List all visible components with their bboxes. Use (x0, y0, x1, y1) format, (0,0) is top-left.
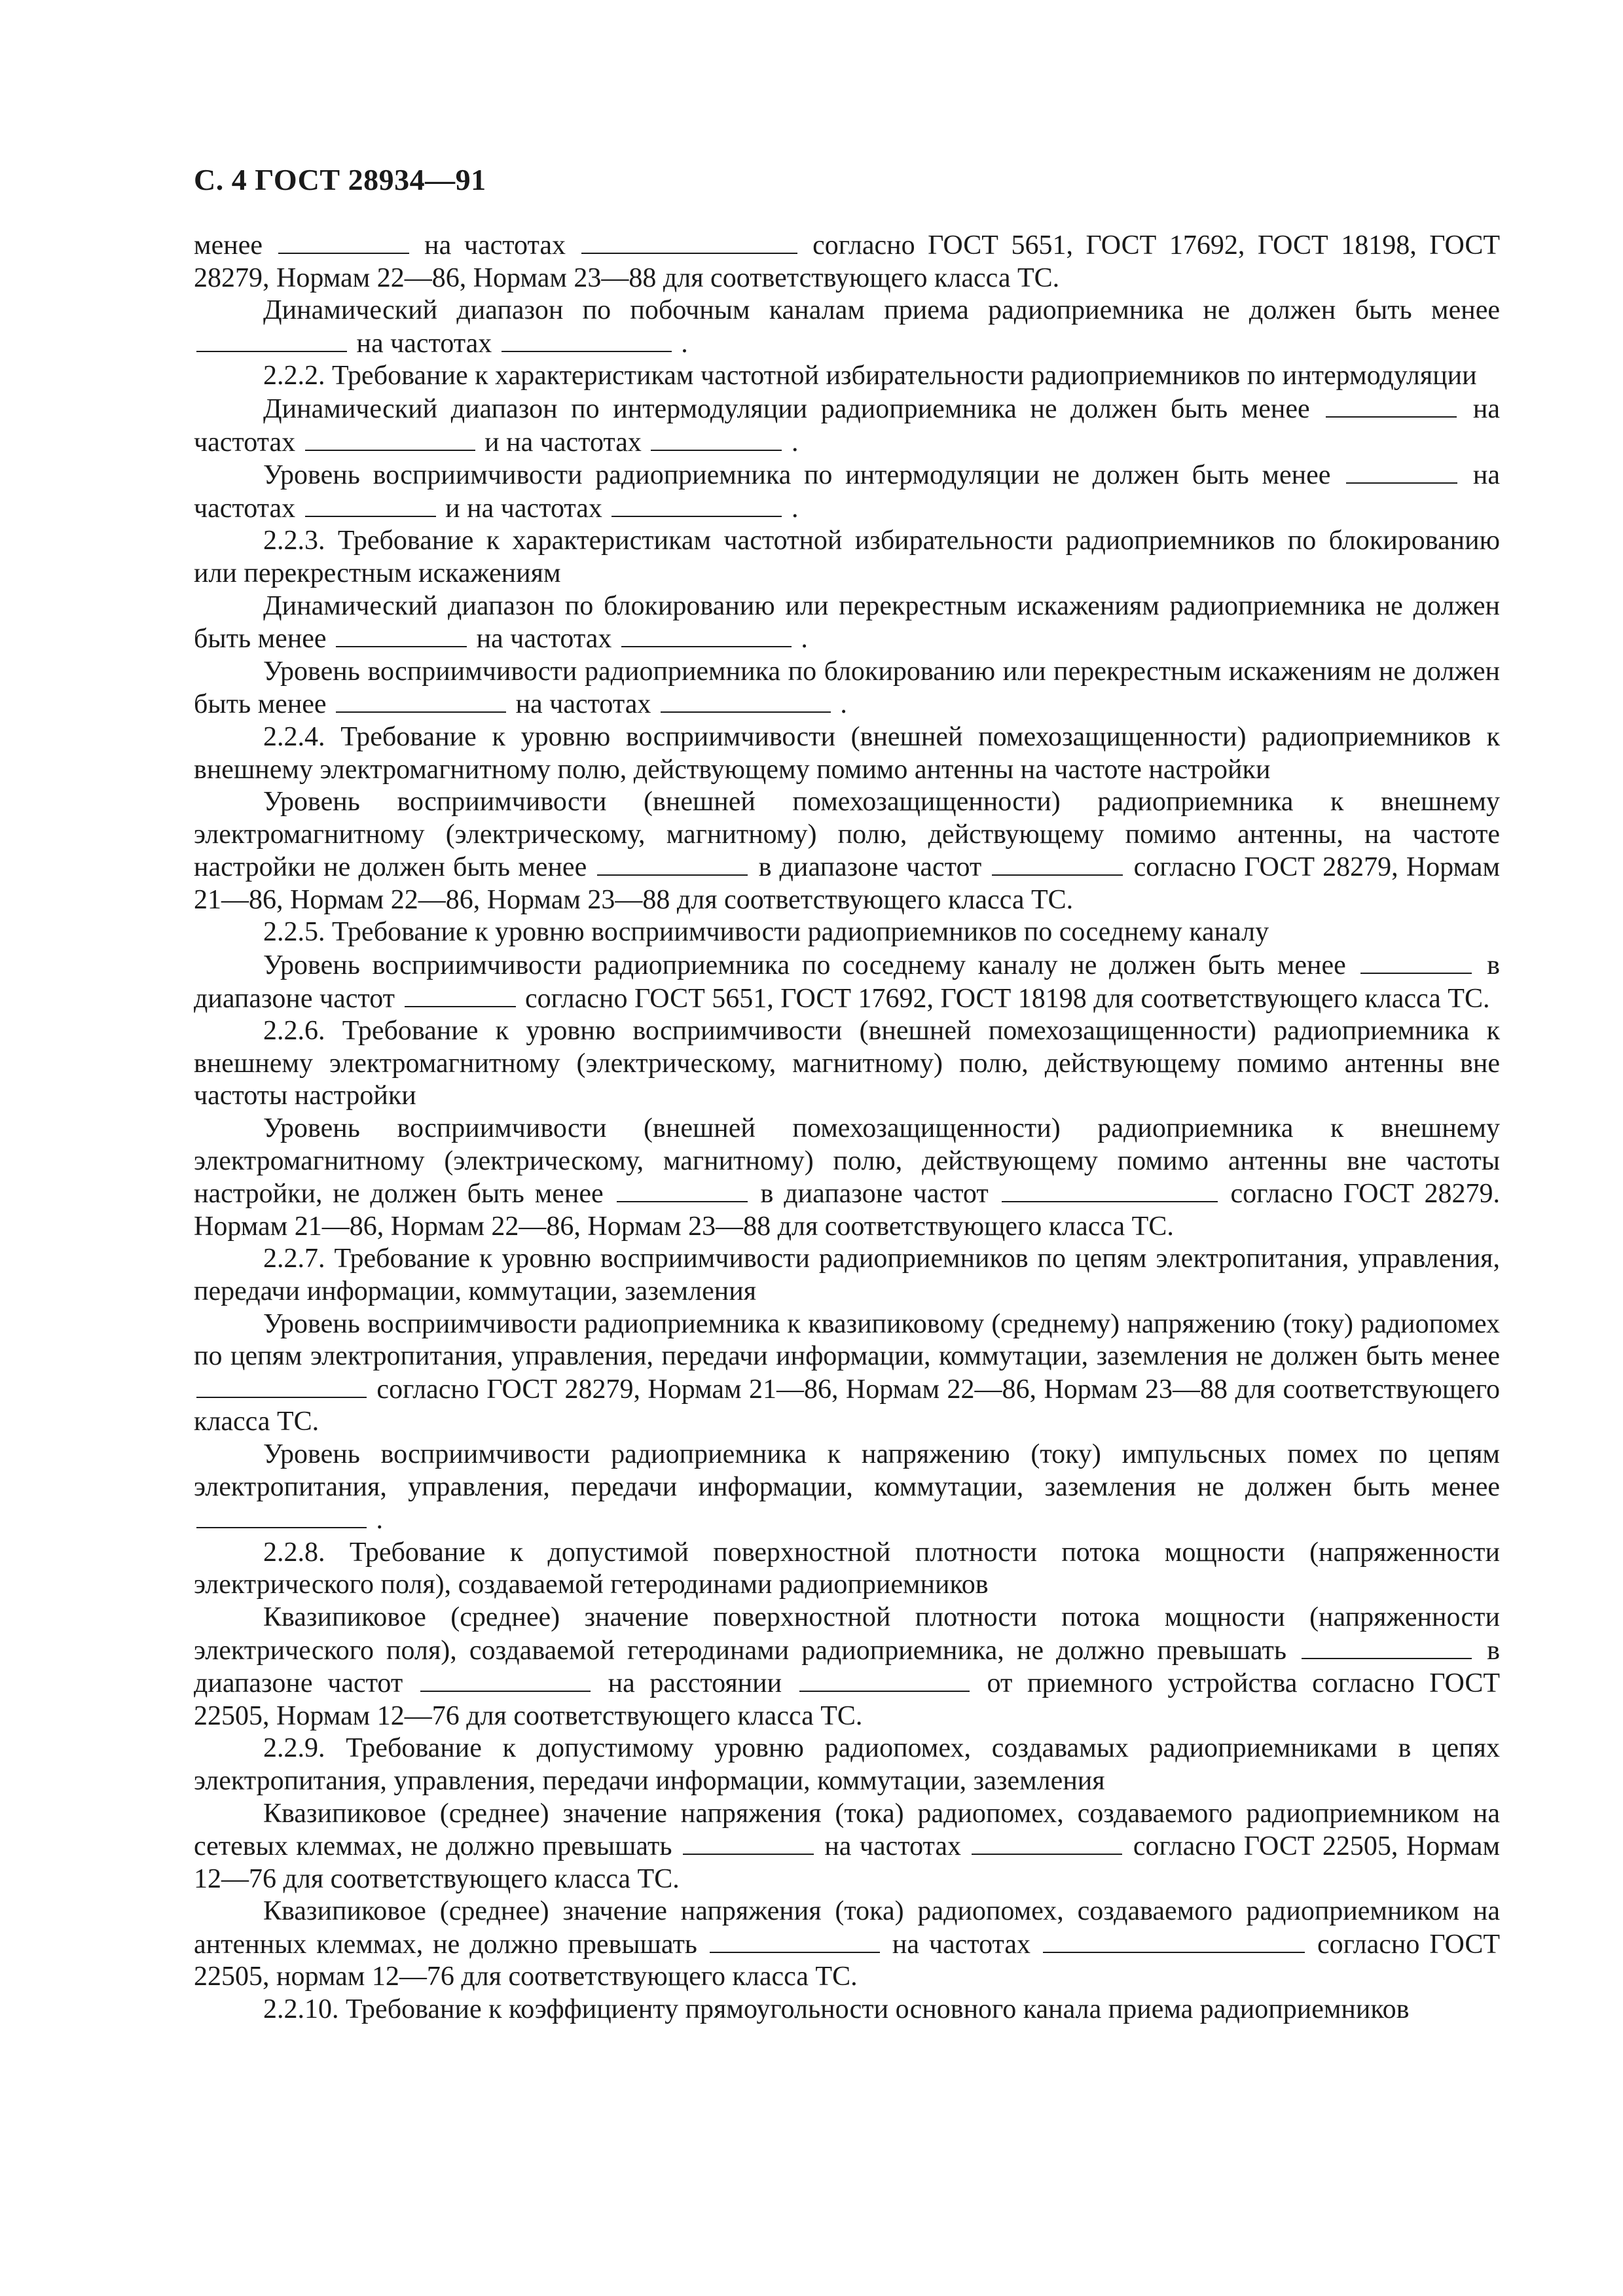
fill-blank[interactable] (336, 688, 506, 713)
section-heading: 2.2.10. Требование к коэффициенту прямоугольности основного канала приема радиоприемников (263, 1994, 1410, 2025)
paragraph: Уровень восприимчивости радиоприемника по соседнему каналу не должен быть менее в диапазоне частот согласно ГОСТ 5651, ГОСТ 17692, ГОСТ 18198 для соответствующего класса ТС. (194, 950, 1501, 1014)
fill-blank[interactable] (501, 327, 672, 352)
section-heading: 2.2.9. Требование к допустимому уровню радиопомех, создавамых радиоприемниками в цепях электропитания, управления, передачи информации, коммутации, заземления (194, 1733, 1500, 1796)
fill-blank[interactable] (1302, 1634, 1472, 1659)
fill-blank[interactable] (972, 1830, 1122, 1855)
section-heading: 2.2.2. Требование к характеристикам частотной избирательности радиоприемников по интермодуляции (263, 361, 1477, 391)
paragraph: Уровень восприимчивости радиоприемника по блокированию или перекрестным искажениям не должен быть менее на частотах . (194, 656, 1500, 720)
paragraph: менее на частотах согласно ГОСТ 5651, ГОСТ 17692, ГОСТ 18198, ГОСТ 28279, Нормам 22—86, Нормам 23—88 для соответствующего класса ТС. (194, 230, 1501, 293)
document-body (194, 229, 1500, 2026)
fill-blank[interactable] (581, 229, 797, 254)
fill-blank[interactable] (799, 1667, 970, 1692)
fill-blank[interactable] (336, 622, 467, 647)
paragraph: Квазипиковое (среднее) значение напряжения (тока) радиопомех, создаваемого радиоприемником на антенных клеммах, не должно превышать на частотах согласно ГОСТ 22505, нормам 12—76 для соответствующего класса ТС. (194, 1896, 1501, 1992)
fill-blank[interactable] (1043, 1928, 1305, 1953)
fill-blank[interactable] (1326, 393, 1457, 418)
fill-blank[interactable] (651, 426, 782, 451)
paragraph: Уровень восприимчивости радиоприемника по интермодуляции не должен быть менее на частотах и на частотах . (194, 460, 1501, 524)
paragraph: Квазипиковое (среднее) значение напряжения (тока) радиопомех, создаваемого радиоприемником на сетевых клеммах, не должно превышать на частотах согласно ГОСТ 22505, Нормам 12—76 для соответствующего класса ТС. (194, 1798, 1501, 1894)
section-heading: 2.2.5. Требование к уровню восприимчивости радиоприемников по соседнему каналу (263, 917, 1269, 948)
section-heading: 2.2.8. Требование к допустимой поверхностной плотности потока мощности (напряженности электрического поля), создаваемой гетеродинами радиоприемников (194, 1537, 1500, 1600)
section-heading: 2.2.4. Требование к уровню восприимчивости (внешней помехозащищенности) радиоприемников к внешнему электромагнитному полю, действующему помимо антенны на частоте настройки (194, 721, 1500, 785)
fill-blank[interactable] (305, 426, 475, 451)
paragraph: Динамический диапазон по интермодуляции радиоприемника не должен быть менее на частотах и на частотах . (194, 393, 1500, 457)
fill-blank[interactable] (617, 1177, 748, 1202)
fill-blank[interactable] (597, 851, 748, 876)
fill-blank[interactable] (420, 1667, 591, 1692)
fill-blank[interactable] (1360, 949, 1472, 974)
paragraph: Уровень восприимчивости радиоприемника к напряжению (току) импульсных помех по цепям электропитания, управления, передачи информации, коммутации, заземления не должен быть менее . (194, 1439, 1500, 1535)
page-header: С. 4 ГОСТ 28934—91 (194, 163, 486, 196)
section-heading: 2.2.6. Требование к уровню восприимчивости (внешней помехозащищенности) радиоприемника к внешнему электромагнитному (электрическому, магнитному) полю, действующему помимо антенны вне частоты настройки (194, 1016, 1500, 1111)
paragraph: Динамический диапазон по побочным каналам приема радиоприемника не должен быть менее на частотах . (194, 295, 1500, 360)
section-heading: 2.2.3. Требование к характеристикам частотной избирательности радиоприемников по блокированию или перекрестным искажениям (194, 526, 1500, 588)
fill-blank[interactable] (683, 1830, 814, 1855)
fill-blank[interactable] (196, 327, 347, 352)
fill-blank[interactable] (710, 1928, 880, 1953)
fill-blank[interactable] (196, 1503, 367, 1528)
fill-blank[interactable] (621, 622, 792, 647)
paragraph: Уровень восприимчивости (внешней помехозащищенности) радиоприемника к внешнему электромагнитному (электрическому, магнитному) полю, действующему помимо антенны вне частоты настройки, не должен быть менее в диапазоне частот согласно ГОСТ 28279. Нормам 21—86, Нормам 22—86, Нормам 23—88 для соответствующего класса ТС. (194, 1113, 1501, 1242)
paragraph: Уровень восприимчивости (внешней помехозащищенности) радиоприемника к внешнему электромагнитному (электрическому, магнитному) полю, действующему помимо антенны, на частоте настройки не должен быть менее в диапазоне частот согласно ГОСТ 28279, Нормам 21—86, Нормам 22—86, Нормам 23—88 для соответствующего класса ТС. (194, 787, 1501, 915)
fill-blank[interactable] (196, 1373, 367, 1398)
paragraph: Квазипиковое (среднее) значение поверхностной плотности потока мощности (напряженности электрического поля), создаваемой гетеродинами радиоприемника, не должно превышать в диапазоне частот на расстоянии от приемного устройства согласно ГОСТ 22505, Нормам 12—76 для соответствующего класса ТС. (194, 1602, 1501, 1731)
paragraph: Уровень восприимчивости радиоприемника к квазипиковому (среднему) напряжению (току) радиопомех по цепям электропитания, управления, передачи информации, коммутации, заземления не должен быть менее согласно ГОСТ 28279, Нормам 21—86, Нормам 22—86, Нормам 23—88 для соответствующего класса ТС. (194, 1308, 1501, 1437)
section-heading: 2.2.7. Требование к уровню восприимчивости радиоприемников по цепям электропитания, управления, передачи информации, коммутации, заземления (194, 1244, 1500, 1306)
fill-blank[interactable] (405, 982, 516, 1007)
fill-blank[interactable] (1002, 1177, 1218, 1202)
fill-blank[interactable] (305, 492, 436, 517)
fill-blank[interactable] (661, 688, 831, 713)
fill-blank[interactable] (992, 851, 1123, 876)
fill-blank[interactable] (1346, 459, 1457, 484)
paragraph: Динамический диапазон по блокированию или перекрестным искажениям радиоприемника не должен быть менее на частотах . (194, 590, 1500, 655)
fill-blank[interactable] (611, 492, 782, 517)
fill-blank[interactable] (278, 229, 409, 254)
